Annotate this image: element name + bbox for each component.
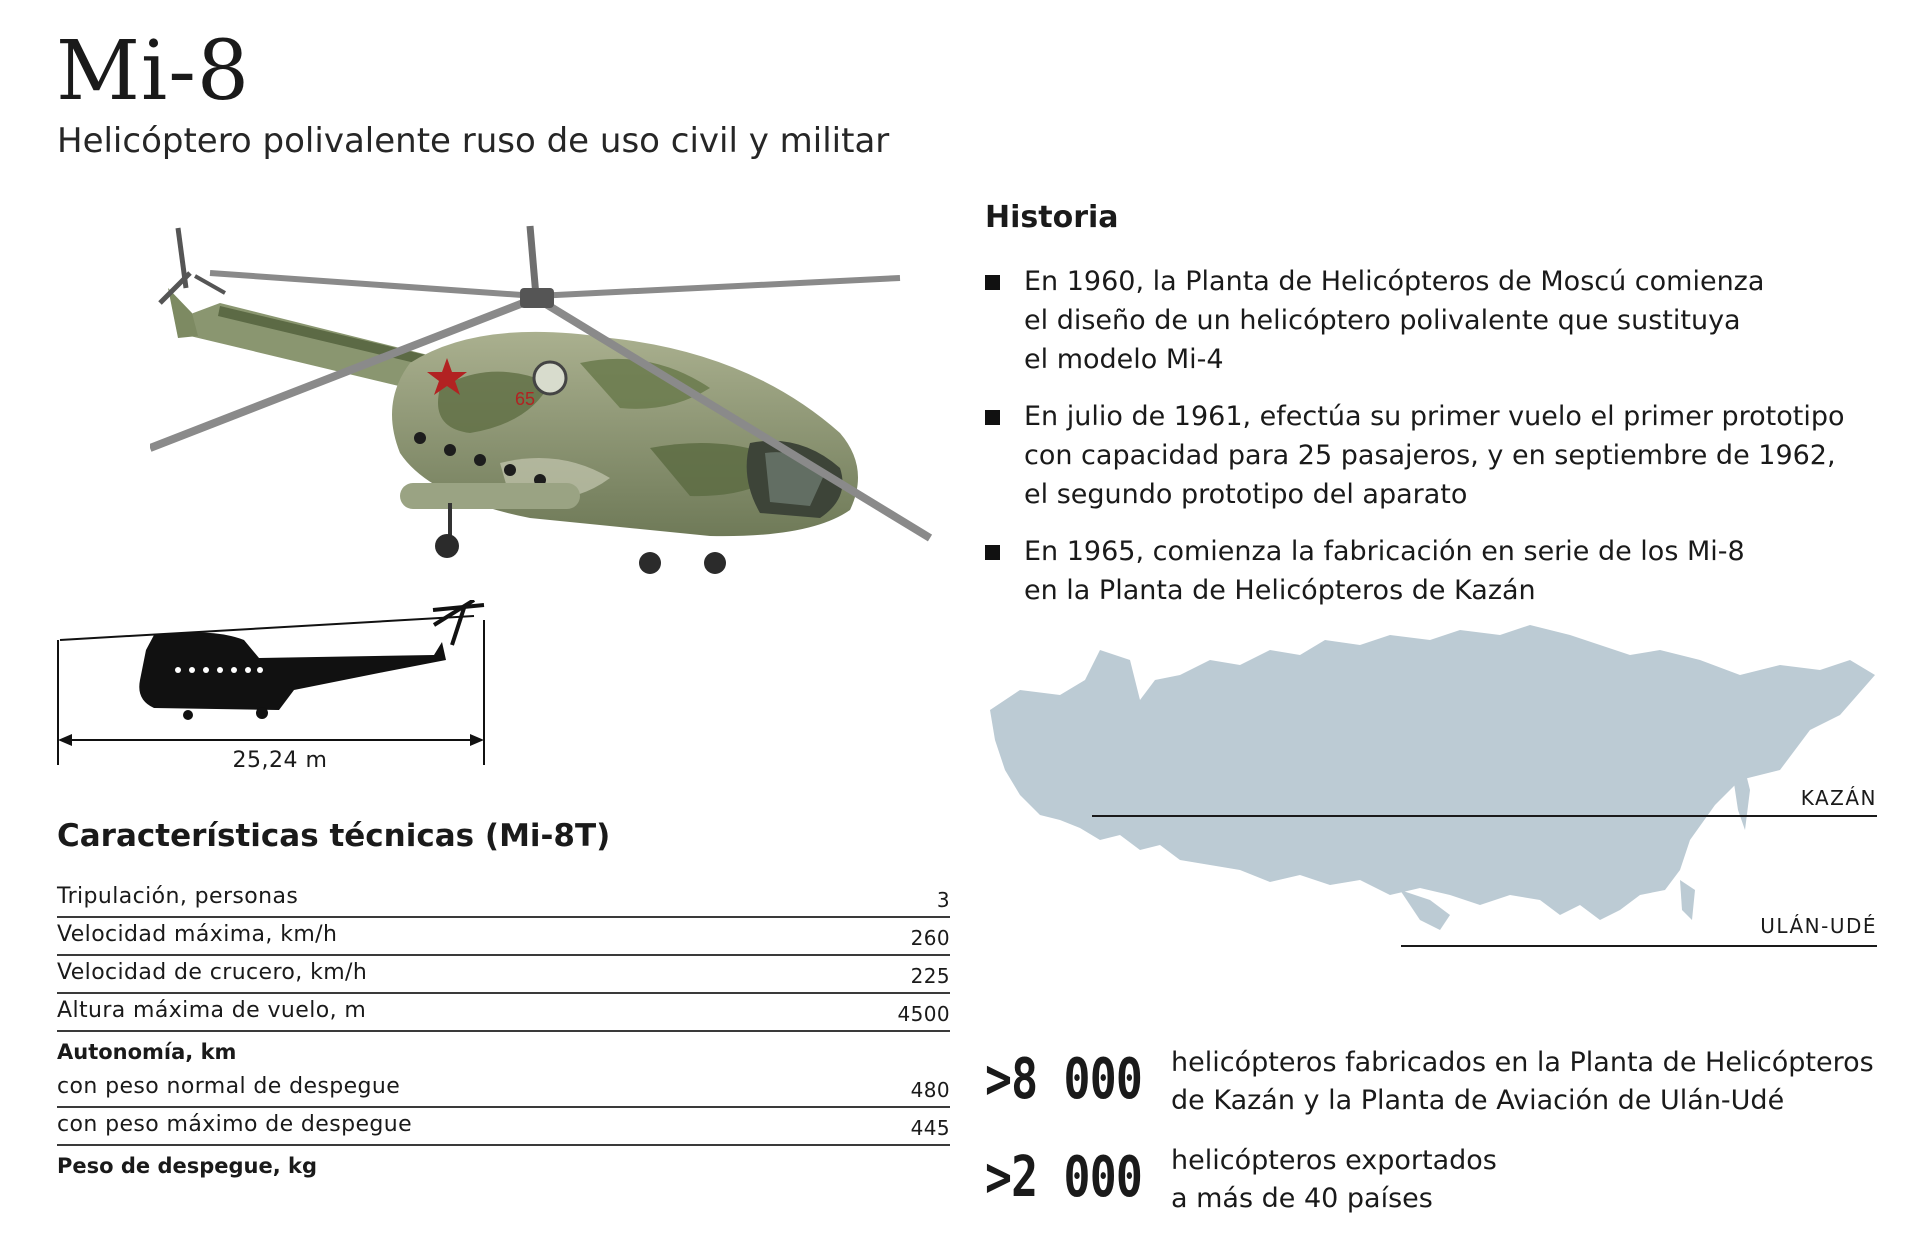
city-label-kazan: KAZÁN [1800,786,1877,810]
ulan-ude-marker-line [1401,945,1877,947]
stat-text-line: de Kazán y la Planta de Aviación de Ulán-Udé [1171,1085,1785,1116]
spec-value: 260 [910,926,950,950]
history-item [985,397,1865,514]
history-text: con capacidad para 25 pasajeros, y en septiembre de 1962, [1024,440,1836,471]
city-label-ulan-ude: ULÁN-UDÉ [1760,914,1877,938]
spec-row [57,1070,950,1108]
stat-number: >8 000 [985,1047,1143,1112]
specs-title: Características técnicas (Mi-8T) [57,818,611,854]
spec-label: con peso máximo de despegue [57,1112,413,1137]
takeoff-weight-heading: Peso de despegue, kg [57,1154,318,1178]
russia-map [980,620,1880,1020]
helicopter-illustration [150,218,950,638]
stat-block [985,1047,1885,1140]
length-label: 25,24 m [232,748,328,773]
history-list [985,262,1865,628]
stat-block [985,1145,1885,1238]
spec-row [57,994,950,1032]
spec-label: Velocidad de crucero, km/h [57,960,368,985]
history-text: el diseño de un helicóptero polivalente que sustituya [1024,305,1741,336]
spec-table [57,880,950,1178]
stat-text [1171,1044,1874,1120]
history-text: En julio de 1961, efectúa su primer vuelo el primer prototipo [1024,401,1845,432]
spec-label: Velocidad máxima, km/h [57,922,338,947]
history-text: el segundo prototipo del aparato [1024,479,1468,510]
page-title: Mi-8 [56,24,251,119]
spec-value: 480 [910,1078,950,1102]
spec-label: Altura máxima de vuelo, m [57,998,367,1023]
history-text: En 1965, comienza la fabricación en serie de los Mi-8 [1024,536,1745,567]
history-text: en la Planta de Helicópteros de Kazán [1024,575,1536,606]
history-item [985,262,1865,379]
history-text: En 1960, la Planta de Helicópteros de Moscú comienza [1024,266,1765,297]
bullet-icon [985,275,1000,290]
bullet-icon [985,410,1000,425]
spec-value: 445 [910,1116,950,1140]
spec-row [57,918,950,956]
spec-value: 3 [936,888,950,912]
spec-label: con peso normal de despegue [57,1074,401,1099]
svg-text:65: 65 [515,389,536,409]
stat-text-line: a más de 40 países [1171,1183,1433,1214]
kazan-marker-line [1092,815,1877,817]
history-text: el modelo Mi-4 [1024,344,1224,375]
history-item [985,532,1865,610]
spec-row [57,956,950,994]
spec-value: 225 [910,964,950,988]
autonomy-heading: Autonomía, km [57,1040,237,1064]
bullet-icon [985,545,1000,560]
spec-label: Tripulación, personas [57,884,299,909]
stat-text-line: helicópteros fabricados en la Planta de Helicópteros [1171,1047,1874,1078]
spec-row [57,880,950,918]
spec-value: 4500 [897,1002,950,1026]
stat-number: >2 000 [985,1145,1143,1210]
stat-text [1171,1142,1497,1218]
page-subtitle: Helicóptero polivalente ruso de uso civil y militar [57,121,890,161]
history-title: Historia [985,200,1119,235]
spec-row [57,1108,950,1146]
stat-text-line: helicópteros exportados [1171,1145,1497,1176]
